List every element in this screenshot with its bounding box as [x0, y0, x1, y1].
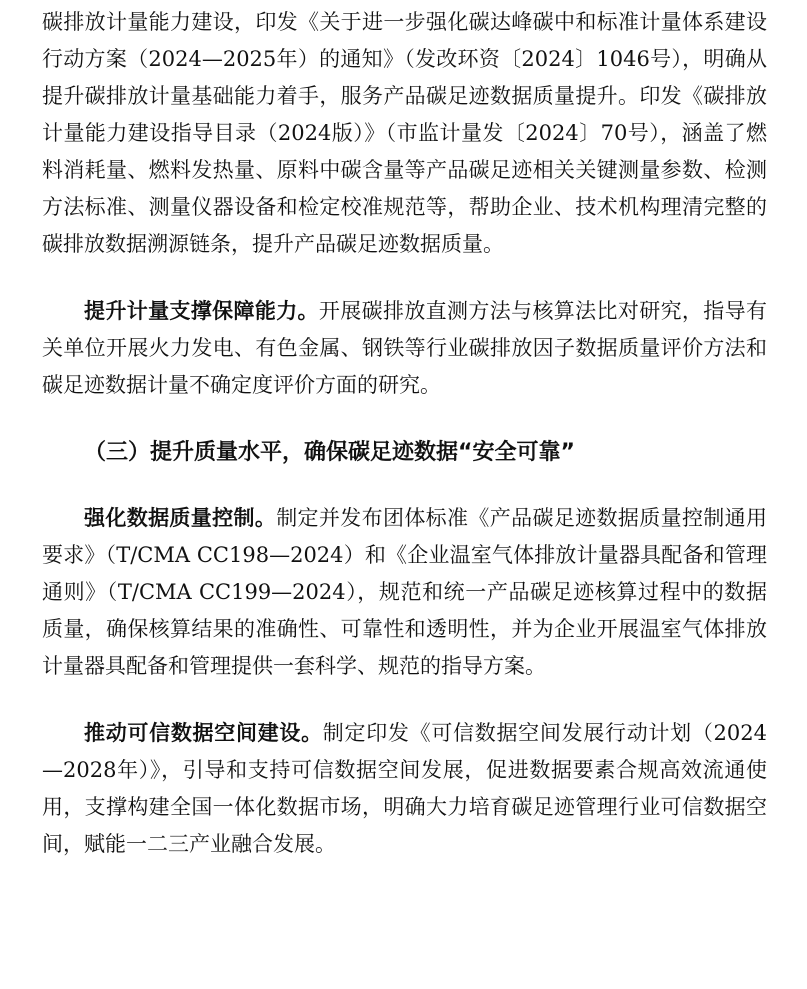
section-heading: （三）提升质量水平，确保碳足迹数据“安全可靠” — [84, 440, 575, 465]
paragraph-metering-support — [42, 293, 767, 404]
paragraph-text: 碳排放计量能力建设，印发《关于进一步强化碳达峰碳中和标准计量体系建设行动方案（2024—2025年）的通知》（发改环资〔2024〕1046号），明确从提升碳排放计量基础能力着手，服务产品碳足迹数据质量提升。印发《碳排放计量能力建设指导目录（2024版）》（市监计量发〔2024〕70号），涵盖了燃料消耗量、燃料发热量、原料中碳含量等产品碳足迹相关关键测量参数、检测方法标准、测量仪器设备和检定校准规范等，帮助企业、技术机构理清完整的碳排放数据溯源链条，提升产品碳足迹数据质量。 — [42, 10, 767, 256]
paragraph-carbon-metering-capacity — [42, 4, 767, 263]
paragraph-lead-heading: 提升计量支撑保障能力。 — [84, 299, 319, 323]
paragraph-text: 开展碳排放直测方法与核算法比对研究，指导有关单位开展火力发电、有色金属、钢铁等行业碳排放因子数据质量评价方法和碳足迹数据计量不确定度评价方面的研究。 — [42, 299, 768, 397]
paragraph-text: 制定并发布团体标准《产品碳足迹数据质量控制通用要求》（T/CMA CC198—2024）和《企业温室气体排放计量器具配备和管理通则》（T/CMA CC199—2024），规范和统一产品碳足迹核算过程中的数据质量，确保核算结果的准确性、可靠性和透明性，并为企业开展温室气体排放计量器具配备和管理提供一套科学、规范的指导方案。 — [42, 506, 768, 678]
paragraph-lead-heading: 强化数据质量控制。 — [84, 506, 277, 530]
paragraph-data-quality-control — [42, 500, 767, 685]
paragraph-text: 制定印发《可信数据空间发展行动计划（2024—2028年）》，引导和支持可信数据空间发展，促进数据要素合规高效流通使用，支撑构建全国一体化数据市场，明确大力培育碳足迹管理行业可信数据空间，赋能一二三产业融合发展。 — [42, 721, 767, 856]
paragraph-trusted-data-space — [42, 715, 767, 863]
paragraph-lead-heading: 推动可信数据空间建设。 — [84, 721, 323, 745]
